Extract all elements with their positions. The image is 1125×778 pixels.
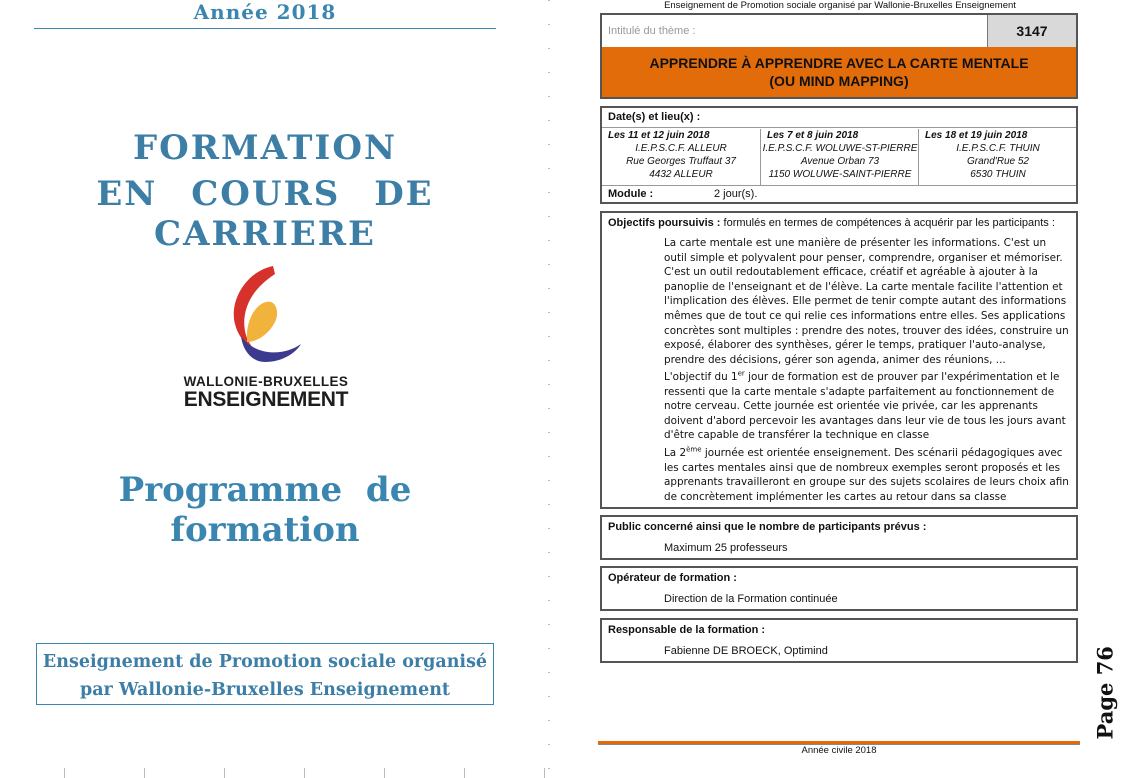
left-page (0, 0, 545, 778)
session-street: Grand'Rue 52 (967, 156, 1029, 167)
objectives-paragraph-3: La 2ème journée est orientée enseignement. Des scénarii pédagogiques avec les cartes mentales ainsi que de nombreux exemples seront proposés et les apprenants travailleront en groupe sur des sujets scolaires de leurs choix afin de concrètement implémenter les cartes au retour dans sa classe (664, 445, 1069, 503)
objectives-label: Objectifs poursuivis : (608, 217, 721, 229)
session-dates: Les 7 et 8 juin 2018 (767, 130, 859, 141)
right-page (598, 0, 1082, 778)
session-city: 1150 WOLUWE-SAINT-PIERRE (768, 169, 912, 180)
public-label: Public concerné ainsi que le nombre de participants prévus : (608, 521, 927, 533)
theme-title-band (602, 47, 1076, 97)
operator-value: Direction de la Formation continuée (664, 593, 838, 605)
year-heading: Année 2018 (193, 0, 337, 24)
responsible-box (600, 618, 1078, 663)
theme-box (600, 13, 1078, 99)
public-box (600, 515, 1078, 560)
session-place: I.E.P.S.C.F. ALLEUR (635, 143, 727, 154)
session-street: Rue Georges Truffaut 37 (626, 156, 736, 167)
session-column (918, 129, 1077, 185)
public-value: Maximum 25 professeurs (664, 542, 788, 554)
dates-label: Date(s) et lieu(x) : (608, 111, 701, 123)
page-gutter (548, 0, 550, 778)
objectives-intro: formulés en termes de compétences à acquérir par les participants : (720, 217, 1055, 229)
session-dates: Les 11 et 12 juin 2018 (608, 130, 710, 141)
module-value: 2 jour(s). (714, 188, 758, 200)
wbe-logo (183, 262, 349, 412)
divider (602, 127, 1076, 128)
title-line-2: EN COURS DE CARRIERE (96, 174, 434, 254)
session-city: 6530 THUIN (970, 169, 1026, 180)
organiser-line-1: Enseignement de Promotion sociale organisé (42, 652, 488, 672)
divider (602, 185, 1076, 186)
programme-heading: Programme de formation (118, 470, 412, 550)
theme-title-line-2: (OU MIND MAPPING) (769, 73, 909, 89)
session-street: Avenue Orban 73 (800, 156, 880, 167)
page-number: Page 76 (1092, 646, 1118, 740)
wbe-logo-mark (183, 262, 349, 372)
dates-box (600, 106, 1078, 204)
page-header: Enseignement de Promotion sociale organisé par Wallonie-Bruxelles Enseignement (664, 0, 1016, 11)
organiser-box (36, 643, 494, 705)
operator-label: Opérateur de formation : (608, 572, 737, 584)
session-column (602, 129, 760, 185)
responsible-value: Fabienne DE BROECK, Optimind (664, 645, 828, 657)
title-line-1: FORMATION (132, 128, 398, 168)
operator-box (600, 566, 1078, 611)
session-column (760, 129, 919, 185)
objectives-paragraph-1: La carte mentale est une manière de présenter les informations. C'est un outil simple et polyvalent pour penser, comprendre, organiser et mémoriser. C'est un outil redoutablement efficace, créatif et agréable à ajouter à la panoplie de l'enseignant et de l'élève. La carte mentale facilite l'attention et l'implication des élèves. Elle permet de tenir compte autant des informations mêmes que de tout ce qui relie ces informations entre elles. Ses applications concrètes sont multiples : prendre des notes, trouver des idées, construire un exposé, élaborer des synthèses, gérer le temps, pratiquer l'auto-analyse, prendre des décisions, gérer son agenda, animer des réunions, ... (664, 237, 1069, 366)
module-label: Module : (608, 188, 654, 200)
theme-title-line-1: APPRENDRE À APPRENDRE AVEC LA CARTE MENTALE (649, 55, 1029, 71)
scan-ticks (64, 768, 584, 778)
theme-number: 3147 (987, 15, 1076, 48)
top-rule (34, 28, 496, 29)
logo-text-line-2: ENSEIGNEMENT (183, 388, 349, 411)
objectives-paragraph-2: L'objectif du 1er jour de formation est de prouver par l'expérimentation et le ressenti que la carte mentale s'adapte parfaitement au fonctionnement de notre cerveau. Cette journée est orientée vie privée, car les apprenants doivent d'abord percevoir les avantages dans leur vie de tous les jours avant d'être capable de transférer la technique en classe (664, 369, 1066, 442)
session-city: 4432 ALLEUR (649, 169, 713, 180)
responsible-label: Responsable de la formation : (608, 624, 766, 636)
session-place: I.E.P.S.C.F. WOLUWE-ST-PIERRE (762, 143, 918, 154)
theme-label: Intitulé du thème : (608, 25, 696, 37)
objectives-heading (608, 217, 1055, 229)
footer-year: Année civile 2018 (801, 745, 877, 756)
logo-text-line-1: WALLONIE-BRUXELLES (183, 374, 349, 389)
objectives-box (600, 211, 1078, 509)
organiser-line-2: par Wallonie-Bruxelles Enseignement (79, 680, 451, 700)
session-place: I.E.P.S.C.F. THUIN (956, 143, 1040, 154)
session-dates: Les 18 et 19 juin 2018 (925, 130, 1028, 141)
